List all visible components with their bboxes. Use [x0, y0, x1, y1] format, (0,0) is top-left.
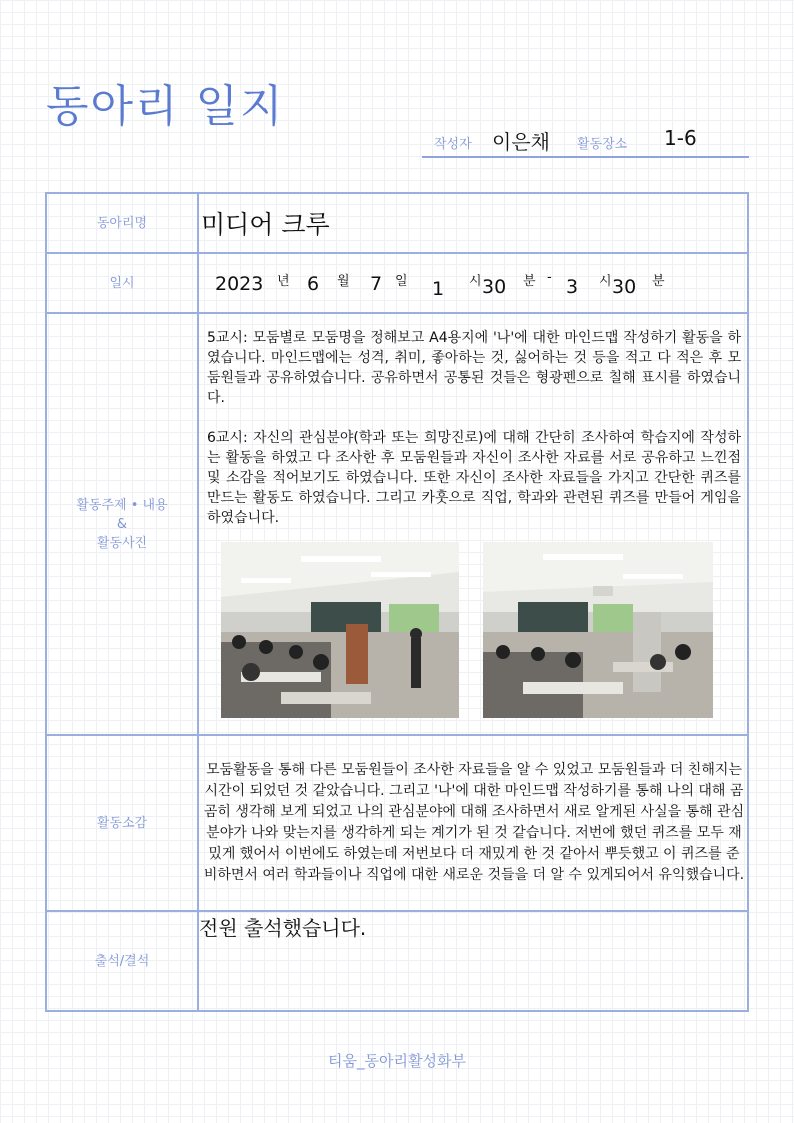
activity-report [199, 314, 747, 528]
datetime-cell [198, 253, 748, 313]
club-log-table [45, 192, 749, 1012]
place-label: 활동장소 [577, 137, 628, 152]
club-name-value: 미디어 크루 [201, 210, 330, 239]
club-name-label: 동아리명 [46, 193, 198, 253]
activity-photos [199, 542, 747, 732]
row-attendance [46, 911, 748, 1011]
hour-unit-2: 시 [599, 274, 612, 289]
row-impression [46, 735, 748, 911]
minute-unit-2: 분 [652, 274, 665, 289]
row-datetime [46, 253, 748, 313]
place-value: 1-6 [664, 126, 697, 150]
activity-label-line3: 활동사진 [96, 535, 148, 551]
datetime-label: 일시 [46, 253, 198, 313]
activity-label [46, 313, 198, 735]
classroom-photo-1 [221, 542, 459, 718]
attendance-value: 전원 출석했습니다. [198, 911, 748, 1011]
time-separator: - [547, 270, 552, 285]
row-activity [46, 313, 748, 735]
author-value: 이은채 [492, 130, 550, 154]
attendance-label: 출석/결석 [46, 911, 198, 1011]
author-label: 작성자 [434, 137, 472, 152]
hour-unit-1: 시 [469, 274, 482, 289]
impression-cell [198, 735, 748, 911]
start-minute: 30 [482, 276, 507, 298]
classroom-photo-2 [483, 542, 713, 718]
month-unit: 월 [337, 274, 350, 289]
club-name-cell [198, 193, 748, 253]
start-hour: 1 [432, 278, 445, 300]
datetime-value [199, 254, 747, 312]
meta-bar [422, 118, 749, 158]
day: 7 [370, 273, 383, 295]
impression-text: 모둠활동을 통해 다른 모둠원들이 조사한 자료들을 알 수 있었고 모둠원들과 더 친해지는 시간이 되었던 것 같았습니다. 그리고 '나'에 대한 마인드맵 작성하기를 통해 나의 대해 곰곰히 생각해 보게 되었고 나의 관심분야에 대해 조사하면서 새로 알게된 사실을 통해 관심분야가 나와 맞는지를 생각하게 되는 계기가 된 것 같습니다. 저번에 했던 퀴즈를 모두 재밌게 했어서 이번에도 하였는데 저번보다 더 재밌게 한 것 같아서 뿌듯했고 이 퀴즈를 준비하면서 여러 학과들이나 직업에 대한 새로운 것들을 더 알 수 있게되어서 유익했습니다. [203, 762, 745, 883]
activity-paragraph-1: 5교시: 모둠별로 모둠명을 정해보고 A4용지에 '나'에 대한 마인드맵 작성하기 활동을 하였습니다. 마인드맵에는 성격, 취미, 좋아하는 것, 싫어하는 것 등을 적고 다 적은 후 모둠원들과 공유하였습니다. 공유하면서 공통된 것들은 형광펜으로 칠해 표시를 하였습니다. [207, 330, 741, 406]
activity-cell [198, 313, 748, 735]
day-unit: 일 [395, 274, 408, 289]
minute-unit-1: 분 [523, 274, 536, 289]
impression-label: 활동소감 [46, 735, 198, 911]
month: 6 [307, 273, 320, 295]
footer-text: 티움_동아리활성화부 [328, 1052, 466, 1070]
year: 2023 [215, 273, 264, 295]
end-hour: 3 [566, 276, 579, 298]
row-club-name [46, 193, 748, 253]
page-title: 동아리 일지 [46, 81, 285, 132]
activity-label-line2: & [116, 516, 128, 532]
activity-label-line1: 활동주제 • 내용 [76, 497, 168, 513]
end-minute: 30 [612, 276, 637, 298]
activity-paragraph-2: 6교시: 자신의 관심분야(학과 또는 희망진로)에 대해 간단히 조사하여 학습지에 작성하는 활동을 하였고 다 조사한 후 모둠원들과 자신이 조사한 자료를 서로 공유하고 느낀점 및 소감을 적어보기도 하였습니다. 또한 자신이 조사한 자료들을 가지고 간단한 퀴즈를 만드는 활동도 하였습니다. 그리고 카훗으로 직업, 학과와 관련된 퀴즈를 만들어 게임을 하였습니다. [207, 430, 741, 526]
year-unit: 년 [277, 274, 290, 289]
